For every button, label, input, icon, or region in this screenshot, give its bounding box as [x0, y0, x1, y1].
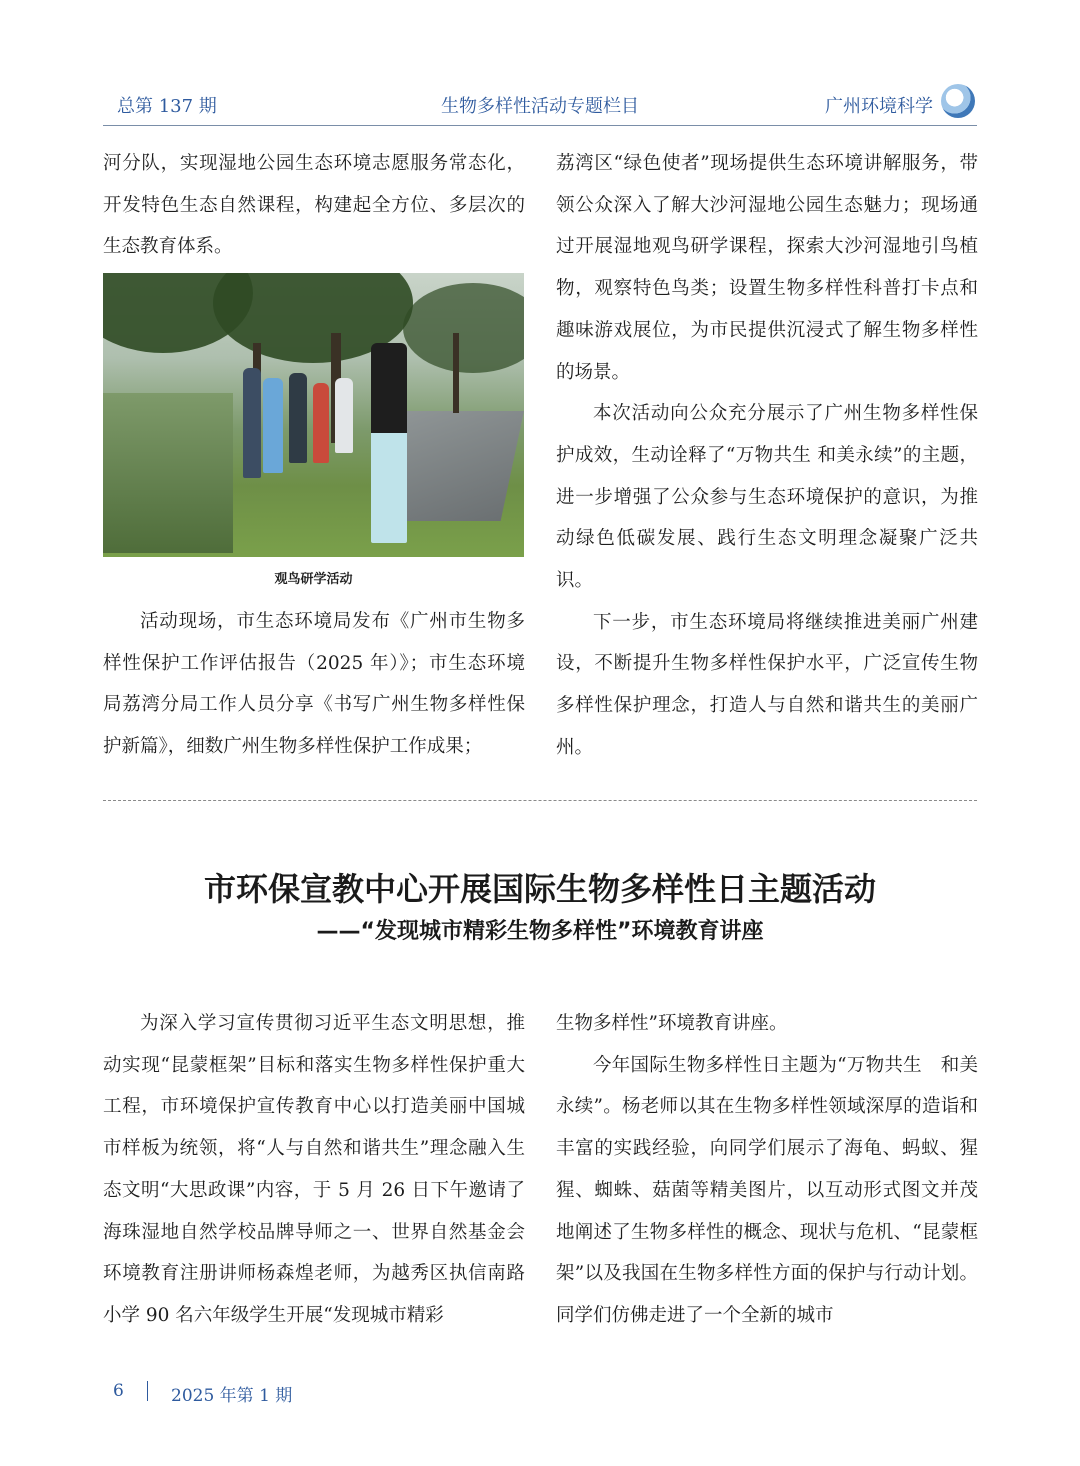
birdwatching-photo	[103, 273, 524, 557]
article1-paragraph: 荔湾区“绿色使者”现场提供生态环境讲解服务，带领公众深入了解大沙河湿地公园生态魅力；现场通过开展湿地观鸟研学课程，探索大沙河湿地引鸟植物，观察特色鸟类；设置生物多样性科普打卡点和趣味游戏展位，为市民提供沉浸式了解生物多样性的场景。	[556, 153, 978, 383]
article2-paragraph: 今年国际生物多样性日主题为“万物共生 和美永续”。杨老师以其在生物多样性领域深厚的造诣和丰富的实践经验，向同学们展示了海龟、蚂蚁、猩猩、蜘蛛、菇菌等精美图片，以互动形式图文并茂地阐述了生物多样性的概念、现状与危机、“昆蒙框架”以及我国在生物多样性方面的保护与行动计划。同学们仿佛走进了一个全新的城市	[556, 1054, 978, 1326]
article2-left-column	[103, 1003, 525, 1337]
page-header	[103, 84, 977, 124]
article1-right-column	[556, 143, 978, 769]
article2-right-column	[556, 1003, 978, 1337]
article1-left-column	[103, 143, 525, 268]
photo-caption: 观鸟研学活动	[274, 572, 353, 587]
journal-logo-icon	[941, 84, 975, 118]
journal-name: 广州环境科学	[825, 96, 933, 117]
article1-paragraph: 下一步，市生态环境局将继续推进美丽广州建设，不断提升生物多样性保护水平，广泛宣传生物多样性保护理念，打造人与自然和谐共生的美丽广州。	[556, 611, 978, 758]
header-rule	[103, 125, 977, 126]
footer-divider	[147, 1381, 148, 1401]
column-title: 生物多样性活动专题栏目	[441, 96, 639, 117]
article1-paragraph: 河分队，实现湿地公园生态环境志愿服务常态化，开发特色生态自然课程，构建起全方位、多层次的生态教育体系。	[103, 153, 525, 258]
footer-issue: 2025 年第 1 期	[171, 1386, 293, 1406]
article2-paragraph: 为深入学习宣传贯彻习近平生态文明思想，推动实现“昆蒙框架”目标和落实生物多样性保护重大工程，市环境保护宣传教育中心以打造美丽中国城市样板为统领，将“人与自然和谐共生”理念融入生态文明“大思政课”内容，于 5 月 26 日下午邀请了海珠湿地自然学校品牌导师之一、世界自然基金会环境教育注册讲师杨森煌老师，为越秀区执信南路小学 90 名六年级学生开展“发现城市精彩	[103, 1013, 525, 1326]
issue-number: 总第 137 期	[117, 96, 217, 117]
article2-subtitle: ——“发现城市精彩生物多样性”环境教育讲座	[316, 919, 764, 944]
page-number: 6	[113, 1381, 124, 1401]
article-separator	[103, 800, 977, 801]
article1-paragraph: 本次活动向公众充分展示了广州生物多样性保护成效，生动诠释了“万物共生 和美永续”的主题，进一步增强了公众参与生态环境保护的意识，为推动绿色低碳发展、践行生态文明理念凝聚广泛共识。	[556, 403, 978, 592]
article2-paragraph: 生物多样性”环境教育讲座。	[556, 1013, 788, 1034]
article2-title: 市环保宣教中心开展国际生物多样性日主题活动	[203, 870, 876, 908]
article1-paragraph: 活动现场，市生态环境局发布《广州市生物多样性保护工作评估报告（2025 年）》；市生态环境局荔湾分局工作人员分享《书写广州生物多样性保护新篇》，细数广州生物多样性保护工作成果；	[103, 611, 525, 758]
article1-left-column-continued	[103, 601, 525, 768]
